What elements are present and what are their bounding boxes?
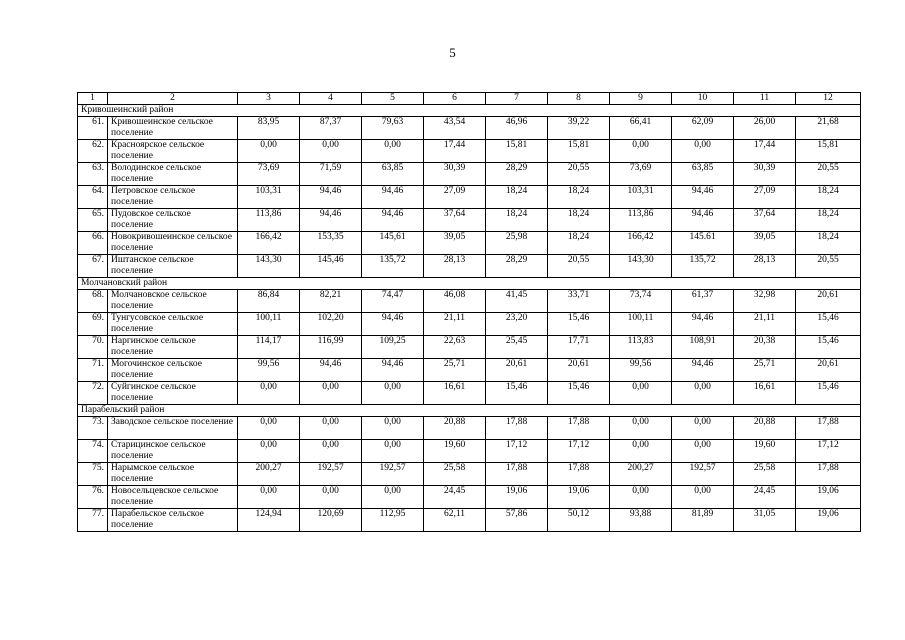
value-cell: 102,20 [300, 313, 362, 336]
value-cell: 192,57 [300, 463, 362, 486]
value-cell: 18,24 [548, 209, 610, 232]
settlement-name: Суйгинское сельское поселение [108, 382, 238, 405]
value-cell: 37,64 [424, 209, 486, 232]
value-cell: 20,55 [796, 255, 861, 278]
column-header: 3 [238, 93, 300, 105]
value-cell: 19,06 [796, 509, 861, 532]
row-number: 63. [78, 163, 108, 186]
page-number: 5 [449, 45, 456, 60]
value-cell: 0,00 [238, 382, 300, 405]
value-cell: 15,81 [486, 140, 548, 163]
value-cell: 0,00 [672, 382, 734, 405]
value-cell: 18,24 [796, 209, 861, 232]
value-cell: 200,27 [238, 463, 300, 486]
section-title: Кривошеинский район [78, 105, 861, 117]
table-row [78, 463, 861, 486]
value-cell: 83,95 [238, 117, 300, 140]
settlement-name: Парабельское сельское поселение [108, 509, 238, 532]
value-cell: 0,00 [300, 440, 362, 463]
value-cell: 39,05 [424, 232, 486, 255]
value-cell: 26,00 [734, 117, 796, 140]
value-cell: 93,88 [610, 509, 672, 532]
column-header: 4 [300, 93, 362, 105]
value-cell: 18,24 [548, 186, 610, 209]
value-cell: 17,88 [548, 417, 610, 440]
settlement-name: Нарымское сельское поселение [108, 463, 238, 486]
table-row [78, 336, 861, 359]
value-cell: 39,22 [548, 117, 610, 140]
value-cell: 17,12 [796, 440, 861, 463]
value-cell: 120,69 [300, 509, 362, 532]
value-cell: 94,46 [672, 186, 734, 209]
value-cell: 103,31 [238, 186, 300, 209]
table-row [78, 140, 861, 163]
value-cell: 20,55 [548, 255, 610, 278]
value-cell: 20,61 [548, 359, 610, 382]
value-cell: 19,60 [734, 440, 796, 463]
row-number: 73. [78, 417, 108, 440]
value-cell: 20,61 [486, 359, 548, 382]
section-header-row [78, 105, 861, 117]
column-header: 9 [610, 93, 672, 105]
column-header: 5 [362, 93, 424, 105]
value-cell: 143,30 [238, 255, 300, 278]
header-row [78, 93, 861, 105]
row-number: 68. [78, 290, 108, 313]
settlement-name: Заводское сельское поселение [108, 417, 238, 440]
value-cell: 0,00 [610, 440, 672, 463]
value-cell: 79,63 [362, 117, 424, 140]
value-cell: 143,30 [610, 255, 672, 278]
value-cell: 0,00 [362, 140, 424, 163]
value-cell: 73,74 [610, 290, 672, 313]
value-cell: 46,08 [424, 290, 486, 313]
value-cell: 41,45 [486, 290, 548, 313]
value-cell: 0,00 [300, 382, 362, 405]
value-cell: 25,71 [734, 359, 796, 382]
value-cell: 20,88 [734, 417, 796, 440]
value-cell: 100,11 [610, 313, 672, 336]
row-number: 75. [78, 463, 108, 486]
table-row [78, 232, 861, 255]
value-cell: 20,61 [796, 359, 861, 382]
column-header: 11 [734, 93, 796, 105]
table-row [78, 290, 861, 313]
value-cell: 145,46 [300, 255, 362, 278]
value-cell: 32,98 [734, 290, 796, 313]
value-cell: 20,55 [548, 163, 610, 186]
table-row [78, 209, 861, 232]
column-header: 10 [672, 93, 734, 105]
column-header: 7 [486, 93, 548, 105]
value-cell: 94,46 [362, 186, 424, 209]
value-cell: 73,69 [610, 163, 672, 186]
value-cell: 0,00 [672, 417, 734, 440]
value-cell: 0,00 [672, 440, 734, 463]
value-cell: 94,46 [362, 209, 424, 232]
value-cell: 135,72 [672, 255, 734, 278]
value-cell: 94,46 [672, 209, 734, 232]
value-cell: 17,88 [796, 417, 861, 440]
value-cell: 20,88 [424, 417, 486, 440]
settlement-name: Старицинское сельское поселение [108, 440, 238, 463]
value-cell: 99,56 [610, 359, 672, 382]
value-cell: 0,00 [362, 440, 424, 463]
value-cell: 16,61 [734, 382, 796, 405]
value-cell: 57,86 [486, 509, 548, 532]
value-cell: 19,06 [486, 486, 548, 509]
value-cell: 192,57 [672, 463, 734, 486]
value-cell: 166,42 [238, 232, 300, 255]
table-row [78, 117, 861, 140]
value-cell: 19,06 [548, 486, 610, 509]
value-cell: 94,46 [300, 209, 362, 232]
settlement-name: Пудовское сельское поселение [108, 209, 238, 232]
row-number: 62. [78, 140, 108, 163]
table-row [78, 486, 861, 509]
section-title: Молчановский район [78, 278, 861, 290]
value-cell: 27,09 [424, 186, 486, 209]
column-header: 8 [548, 93, 610, 105]
column-header: 1 [78, 93, 108, 105]
value-cell: 0,00 [300, 486, 362, 509]
value-cell: 94,46 [300, 359, 362, 382]
value-cell: 18,24 [548, 232, 610, 255]
value-cell: 50,12 [548, 509, 610, 532]
value-cell: 0,00 [238, 440, 300, 463]
value-cell: 21,11 [734, 313, 796, 336]
value-cell: 25,58 [424, 463, 486, 486]
value-cell: 94,46 [362, 313, 424, 336]
value-cell: 100,11 [238, 313, 300, 336]
value-cell: 0,00 [238, 486, 300, 509]
section-title: Парабельский район [78, 405, 861, 417]
row-number: 71. [78, 359, 108, 382]
value-cell: 19,60 [424, 440, 486, 463]
value-cell: 0,00 [672, 486, 734, 509]
value-cell: 82,21 [300, 290, 362, 313]
value-cell: 99,56 [238, 359, 300, 382]
value-cell: 19,06 [796, 486, 861, 509]
value-cell: 15,46 [796, 336, 861, 359]
row-number: 70. [78, 336, 108, 359]
section-header-row [78, 278, 861, 290]
row-number: 77. [78, 509, 108, 532]
value-cell: 15,81 [548, 140, 610, 163]
value-cell: 86,84 [238, 290, 300, 313]
value-cell: 94,46 [672, 313, 734, 336]
row-number: 64. [78, 186, 108, 209]
row-number: 66. [78, 232, 108, 255]
settlement-name: Иштанское сельское поселение [108, 255, 238, 278]
table-body [78, 105, 861, 532]
value-cell: 81,89 [672, 509, 734, 532]
table-row [78, 313, 861, 336]
value-cell: 0,00 [300, 140, 362, 163]
value-cell: 17,12 [486, 440, 548, 463]
settlement-name: Могочинское сельское поселение [108, 359, 238, 382]
value-cell: 25,58 [734, 463, 796, 486]
settlement-name: Новокривошеинское сельское поселение [108, 232, 238, 255]
value-cell: 43,54 [424, 117, 486, 140]
value-cell: 33,71 [548, 290, 610, 313]
value-cell: 23,20 [486, 313, 548, 336]
value-cell: 17,12 [548, 440, 610, 463]
value-cell: 15,46 [548, 313, 610, 336]
value-cell: 15,46 [796, 382, 861, 405]
value-cell: 116,99 [300, 336, 362, 359]
value-cell: 28,13 [734, 255, 796, 278]
settlement-name: Наргинское сельское поселение [108, 336, 238, 359]
value-cell: 61,37 [672, 290, 734, 313]
value-cell: 37,64 [734, 209, 796, 232]
value-cell: 0,00 [362, 417, 424, 440]
value-cell: 63,85 [362, 163, 424, 186]
column-header: 2 [108, 93, 238, 105]
value-cell: 74,47 [362, 290, 424, 313]
value-cell: 18,24 [486, 209, 548, 232]
value-cell: 46,96 [486, 117, 548, 140]
value-cell: 18,24 [486, 186, 548, 209]
value-cell: 109,25 [362, 336, 424, 359]
row-number: 69. [78, 313, 108, 336]
value-cell: 103,31 [610, 186, 672, 209]
row-number: 61. [78, 117, 108, 140]
value-cell: 0,00 [610, 140, 672, 163]
value-cell: 0,00 [238, 140, 300, 163]
table-row [78, 255, 861, 278]
value-cell: 22,63 [424, 336, 486, 359]
row-number: 65. [78, 209, 108, 232]
data-table [77, 92, 861, 532]
value-cell: 0,00 [610, 417, 672, 440]
value-cell: 30,39 [734, 163, 796, 186]
value-cell: 0,00 [238, 417, 300, 440]
value-cell: 0,00 [362, 486, 424, 509]
value-cell: 113,83 [610, 336, 672, 359]
value-cell: 112,95 [362, 509, 424, 532]
column-header: 6 [424, 93, 486, 105]
value-cell: 17,71 [548, 336, 610, 359]
value-cell: 25,71 [424, 359, 486, 382]
value-cell: 20,38 [734, 336, 796, 359]
value-cell: 66,41 [610, 117, 672, 140]
table-row [78, 359, 861, 382]
value-cell: 39,05 [734, 232, 796, 255]
settlement-name: Красноярское сельское поселение [108, 140, 238, 163]
row-number: 72. [78, 382, 108, 405]
row-number: 76. [78, 486, 108, 509]
column-header: 12 [796, 93, 861, 105]
table-row [78, 509, 861, 532]
settlement-name: Молчановское сельское поселение [108, 290, 238, 313]
row-number: 74. [78, 440, 108, 463]
section-header-row [78, 405, 861, 417]
value-cell: 0,00 [362, 382, 424, 405]
table-row [78, 417, 861, 440]
value-cell: 192,57 [362, 463, 424, 486]
value-cell: 18,24 [796, 186, 861, 209]
value-cell: 62,11 [424, 509, 486, 532]
settlement-name: Володинское сельское поселение [108, 163, 238, 186]
value-cell: 17,88 [796, 463, 861, 486]
value-cell: 20,55 [796, 163, 861, 186]
table-row [78, 163, 861, 186]
value-cell: 17,88 [548, 463, 610, 486]
table-row [78, 440, 861, 463]
value-cell: 25,45 [486, 336, 548, 359]
value-cell: 63,85 [672, 163, 734, 186]
value-cell: 73,69 [238, 163, 300, 186]
value-cell: 21,68 [796, 117, 861, 140]
value-cell: 145,61 [362, 232, 424, 255]
value-cell: 87,37 [300, 117, 362, 140]
value-cell: 31,05 [734, 509, 796, 532]
row-number: 67. [78, 255, 108, 278]
settlement-name: Новосельцевское сельское поселение [108, 486, 238, 509]
value-cell: 17,88 [486, 463, 548, 486]
value-cell: 16,61 [424, 382, 486, 405]
value-cell: 17,88 [486, 417, 548, 440]
settlement-name: Петровское сельское поселение [108, 186, 238, 209]
table-row [78, 382, 861, 405]
value-cell: 25,98 [486, 232, 548, 255]
value-cell: 166,42 [610, 232, 672, 255]
value-cell: 0,00 [610, 486, 672, 509]
value-cell: 94,46 [672, 359, 734, 382]
value-cell: 27,09 [734, 186, 796, 209]
value-cell: 153,35 [300, 232, 362, 255]
value-cell: 108,91 [672, 336, 734, 359]
value-cell: 0,00 [300, 417, 362, 440]
value-cell: 28,13 [424, 255, 486, 278]
value-cell: 135,72 [362, 255, 424, 278]
value-cell: 28,29 [486, 255, 548, 278]
value-cell: 0,00 [672, 140, 734, 163]
value-cell: 18,24 [796, 232, 861, 255]
value-cell: 113,86 [238, 209, 300, 232]
value-cell: 200,27 [610, 463, 672, 486]
value-cell: 15,46 [486, 382, 548, 405]
value-cell: 15,46 [548, 382, 610, 405]
settlement-name: Тунгусовское сельское поселение [108, 313, 238, 336]
table-row [78, 186, 861, 209]
value-cell: 145.61 [672, 232, 734, 255]
value-cell: 114,17 [238, 336, 300, 359]
value-cell: 24,45 [734, 486, 796, 509]
value-cell: 71,59 [300, 163, 362, 186]
value-cell: 94,46 [300, 186, 362, 209]
value-cell: 17,44 [734, 140, 796, 163]
value-cell: 20,61 [796, 290, 861, 313]
value-cell: 24,45 [424, 486, 486, 509]
value-cell: 62,09 [672, 117, 734, 140]
value-cell: 28,29 [486, 163, 548, 186]
value-cell: 15,46 [796, 313, 861, 336]
value-cell: 0,00 [610, 382, 672, 405]
value-cell: 124,94 [238, 509, 300, 532]
value-cell: 30,39 [424, 163, 486, 186]
value-cell: 113,86 [610, 209, 672, 232]
value-cell: 21,11 [424, 313, 486, 336]
value-cell: 15,81 [796, 140, 861, 163]
value-cell: 94,46 [362, 359, 424, 382]
settlement-name: Кривошеинское сельское поселение [108, 117, 238, 140]
value-cell: 17,44 [424, 140, 486, 163]
